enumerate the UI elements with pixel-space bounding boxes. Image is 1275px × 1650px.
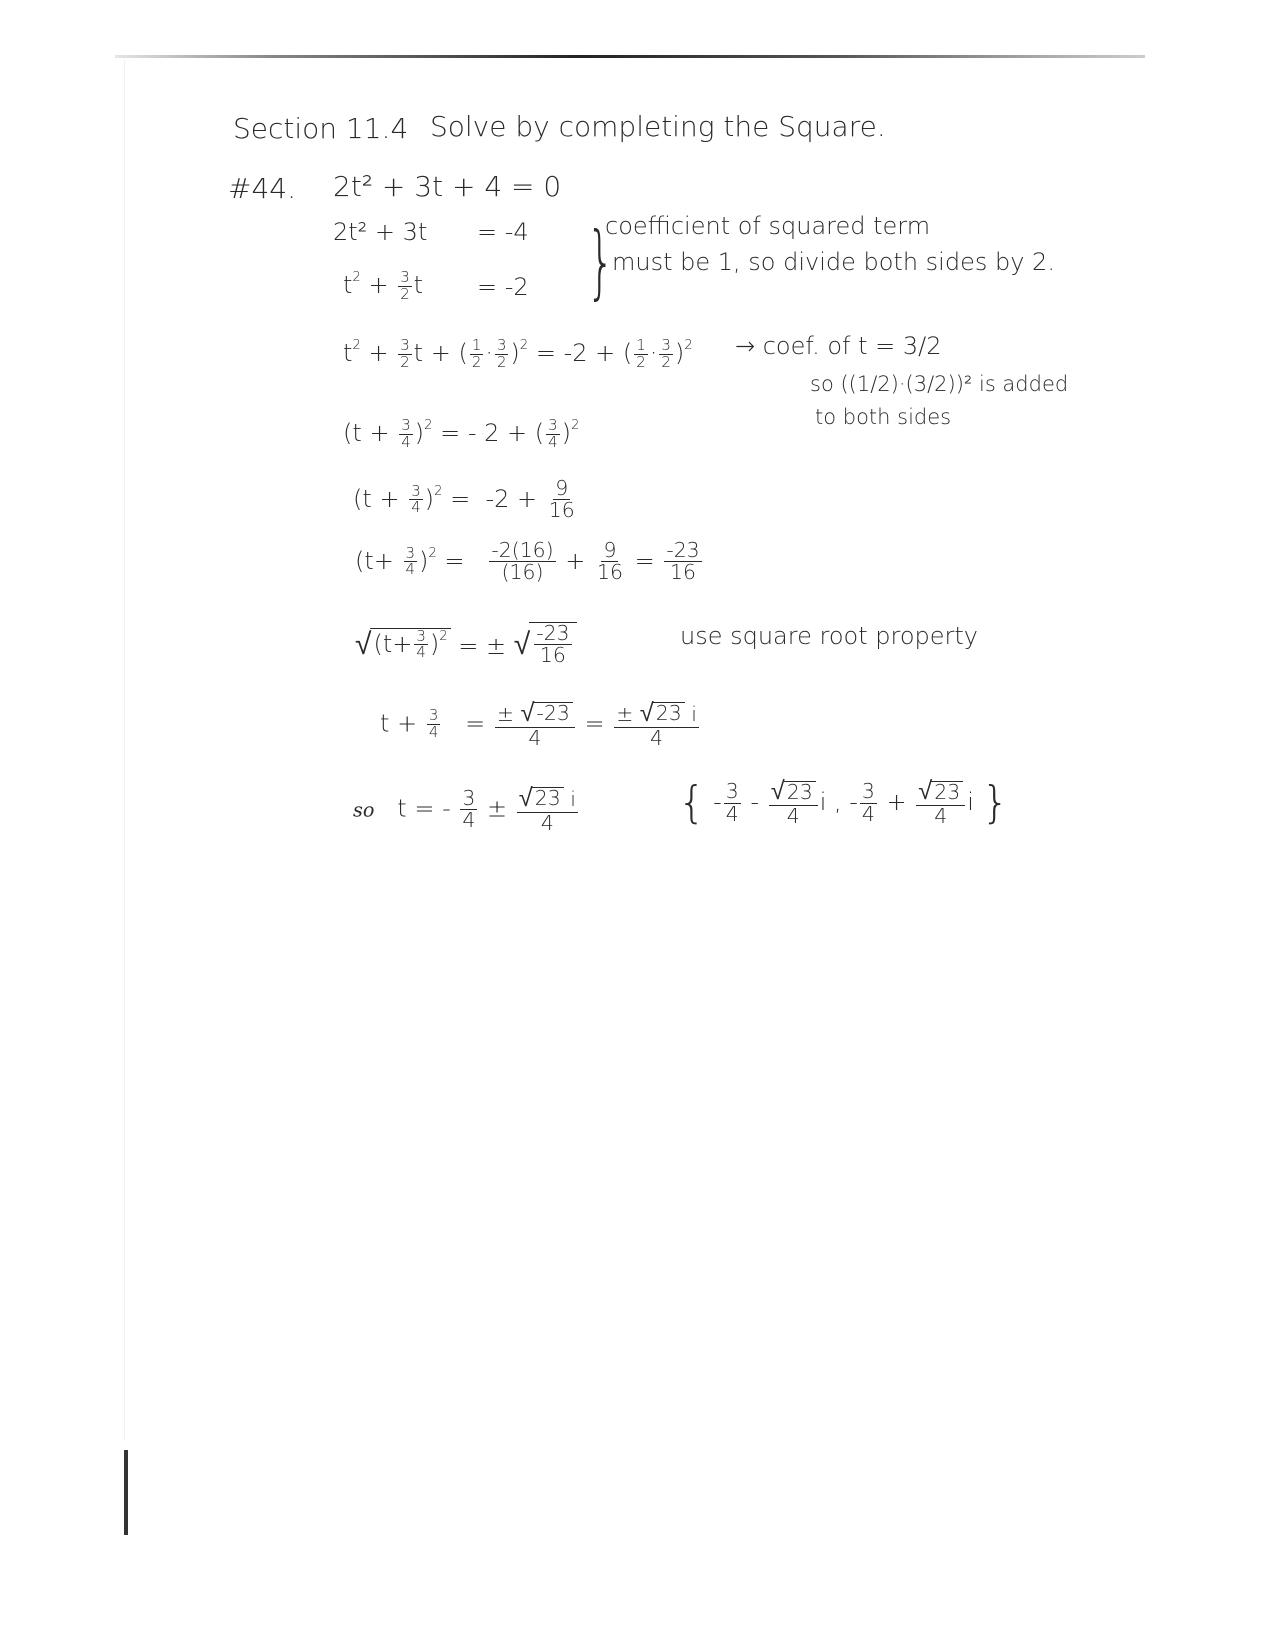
scan-left-margin-line xyxy=(124,60,125,1440)
step-1-lhs: 2t² + 3t xyxy=(333,218,428,246)
solution-set: { - $\frac{3}{4}$ - √ 23 4 i , - $\frac{3}{4}$ + √ 23 4 i } xyxy=(678,776,1010,829)
step-2-lhs: $t^2$ + $\frac{3}{2}$ t xyxy=(343,268,424,303)
section-label: Section 11.4 xyxy=(233,112,409,145)
step-9-equation: so t = - $\frac{3}{4}$ ± √ 23 i 4 xyxy=(353,783,576,835)
coef-note-line-3: to both sides xyxy=(815,405,952,429)
coef-note-line-2: so ((1/2)·(3/2))² is added xyxy=(810,372,1069,396)
step-4-equation: (t + $\frac{3}{4}$ )$^2$ = - 2 + ( $\frac{3}{4}$ )$^2$ xyxy=(343,416,580,451)
sqrt-property-note: use square root property xyxy=(680,622,978,650)
problem-number: #44. xyxy=(228,172,296,205)
step-5-equation: (t + $\frac{3}{4}$ )$^2$ = -2 + $\frac{9}{16}$ xyxy=(353,476,575,523)
step-7-equation: √ (t+ $\frac{3}{4}$ )$^2$ = ± √ $\frac{-23}{16}$ xyxy=(355,622,577,667)
scan-left-edge-mark xyxy=(124,1450,128,1535)
step-3-equation: $t^2$ + $\frac{3}{2}$ t + ( $\frac{1}{2}$ · $\frac{3}{2}$ )$^2$ = -2 + ( $\frac{1}{2}$ · $\frac{3}{2}$ )$^2$ xyxy=(343,336,693,371)
right-brace: } xyxy=(586,215,615,308)
step-1-rhs: = -4 xyxy=(477,218,529,246)
step-2-rhs: = -2 xyxy=(477,273,529,301)
instruction-text: Solve by completing the Square. xyxy=(430,110,886,143)
divide-note-line-2: must be 1, so divide both sides by 2. xyxy=(612,248,1055,276)
scan-top-border-line xyxy=(115,55,1145,58)
step-8-equation: t + $\frac{3}{4}$ = ± √ -23 4 = ± √ 23 i 4 xyxy=(380,698,697,750)
problem-equation: 2t² + 3t + 4 = 0 xyxy=(333,170,562,203)
step-6-equation: (t+ $\frac{3}{4}$ )$^2$ = $\frac{-2(16)}{(16)}$ + $\frac{9}{16}$ = $\frac{-23}{16}$ xyxy=(355,538,700,585)
divide-note-line-1: coefficient of squared term xyxy=(605,212,931,240)
coef-note-line-1: → coef. of t = 3/2 xyxy=(735,332,942,360)
